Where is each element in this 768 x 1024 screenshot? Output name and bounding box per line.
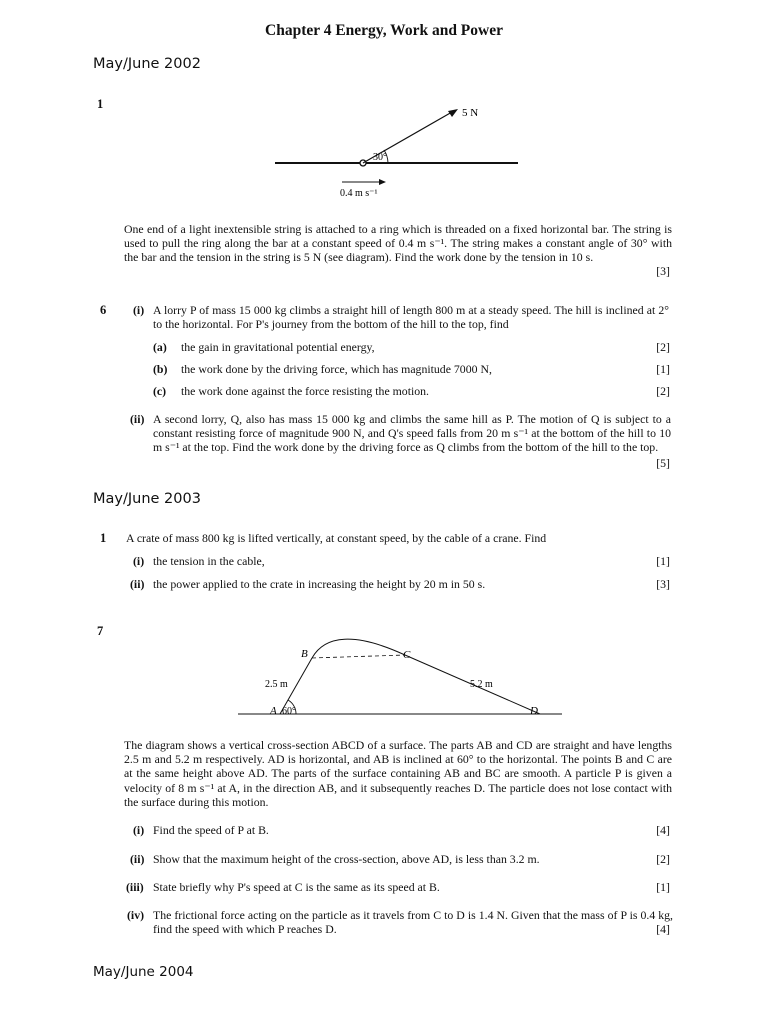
subpart-label: (b) (153, 362, 168, 376)
mark: [5] (656, 456, 670, 470)
string-arrow-icon (448, 109, 458, 117)
subpart-text: the work done against the force resisting the motion. (181, 384, 429, 398)
part-text: A second lorry, Q, also has mass 15 000 kg and climbs the same hill as P. The motion of Q is subject to a constant resisting force of magnitude 900 N, and Q's speed falls from 20 m s⁻¹ at the bottom of the hill to 10 m s⁻¹ at the top. Find the work done by the driving force as Q climbs from the bottom of the hill to the top. (153, 412, 671, 455)
dashed-bc (312, 655, 405, 658)
question-number: 1 (100, 531, 107, 545)
mark: [1] (656, 362, 670, 376)
part-label: (i) (133, 554, 145, 568)
point-b-label: B (301, 648, 308, 660)
page-title: Chapter 4 Energy, Work and Power (265, 22, 503, 39)
mark: [2] (656, 340, 670, 354)
section-heading-2002: May/June 2002 (93, 56, 201, 72)
force-label: 5 N (462, 107, 479, 119)
mark: [2] (656, 384, 670, 398)
velocity-label: 0.4 m s⁻¹ (340, 188, 378, 199)
mark: [3] (656, 264, 670, 278)
part-text: State briefly why P's speed at C is the same as its speed at B. (153, 880, 440, 894)
part-label: (iv) (127, 908, 145, 922)
section-heading-2004: May/June 2004 (93, 964, 194, 980)
part-label: (iii) (126, 880, 144, 894)
part-text: the tension in the cable, (153, 554, 265, 568)
question-number: 6 (100, 303, 107, 317)
part-label: (ii) (130, 577, 145, 591)
point-d-label: D (530, 705, 538, 717)
part-text: the power applied to the crate in increasing the height by 20 m in 50 s. (153, 577, 486, 591)
section-heading-2003: May/June 2003 (93, 491, 201, 507)
mark: [4] (656, 922, 670, 936)
question-text: A crate of mass 800 kg is lifted vertically, at constant speed, by the cable of a crane. Find (126, 531, 547, 545)
part-label: (ii) (130, 852, 145, 866)
question-number: 1 (97, 97, 104, 111)
part-label: (i) (133, 303, 145, 317)
part-text: A lorry P of mass 15 000 kg climbs a straight hill of length 800 m at a steady speed. The hill is inclined at 2° to the horizontal. For P's journey from the bottom of the hill to the top, find (153, 303, 669, 332)
subpart-label: (c) (153, 384, 167, 398)
subpart-text: the work done by the driving force, which has magnitude 7000 N, (181, 362, 492, 376)
point-a-label: A (270, 705, 277, 717)
ring-bar-diagram (270, 100, 530, 200)
question-text: The diagram shows a vertical cross-section ABCD of a surface. The parts AB and CD are straight and have lengths 2.5 m and 5.2 m respectively. AD is horizontal, and AB is inclined at 60° to the horizontal. The points B and C are at the same height above AD. The parts of the surface containing AB and BC are smooth. A particle P is given a velocity of 8 m s⁻¹ at A, in the direction AB, and it subsequently reaches D. The particle does not lose contact with the surface during this motion. (124, 738, 672, 809)
part-label: (ii) (130, 412, 145, 426)
mark: [3] (656, 577, 670, 591)
part-text: Show that the maximum height of the cross-section, above AD, is less than 3.2 m. (153, 852, 540, 866)
part-label: (i) (133, 823, 145, 837)
part-text: The frictional force acting on the particle as it travels from C to D is 1.4 N. Given that the mass of P is 0.4 kg, find the speed with which P reaches D. (153, 908, 673, 937)
length-ab-label: 2.5 m (265, 679, 288, 690)
length-cd-label: 5.2 m (470, 679, 493, 690)
part-text: Find the speed of P at B. (153, 823, 269, 837)
angle-label: 60° (282, 706, 296, 717)
velocity-arrow-icon (379, 179, 386, 185)
question-number: 7 (97, 624, 104, 638)
cross-section-diagram (230, 630, 570, 720)
point-c-label: C (403, 649, 411, 661)
mark: [4] (656, 823, 670, 837)
subpart-label: (a) (153, 340, 167, 354)
angle-label: 30° (373, 152, 387, 163)
mark: [2] (656, 852, 670, 866)
mark: [1] (656, 554, 670, 568)
question-text: One end of a light inextensible string is attached to a ring which is threaded on a fixed horizontal bar. The string is used to pull the ring along the bar at a constant speed of 0.4 m s⁻¹. The string makes a constant angle of 30° with the bar and the tension in the string is 5 N (see diagram). Find the work done by the tension in 10 s. (124, 222, 672, 265)
mark: [1] (656, 880, 670, 894)
subpart-text: the gain in gravitational potential energy, (181, 340, 375, 354)
